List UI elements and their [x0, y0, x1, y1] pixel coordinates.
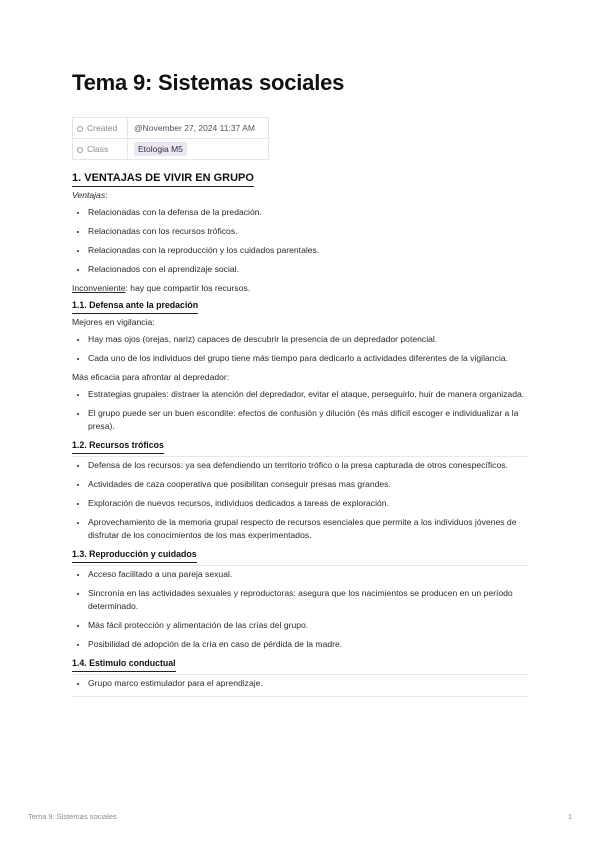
property-row-created	[73, 118, 269, 139]
page-title: Tema 9: Sistemas sociales	[72, 70, 345, 95]
bullet-list	[72, 677, 528, 690]
list-item: • Estrategias grupales: distraer la atención del depredador, evitar el ataque, perseguirlo, huir de manera organizada.	[88, 388, 528, 401]
section-1	[72, 172, 528, 295]
bullet-list	[72, 388, 528, 433]
ventajas-line: Ventajas:	[72, 190, 108, 200]
list-item: • El grupo puede ser un buen escondite: efectos de confusión y dilución (és más difícil escoger e individualizar a la presa).	[88, 407, 528, 433]
subsection-heading: 1.3. Reproducción y cuidados	[72, 548, 197, 563]
properties-table	[72, 117, 269, 160]
list-item: • Cada uno de los individuos del grupo tiene más tiempo para dedicarlo a actividades diferentes de la vigilancia.	[88, 352, 528, 365]
property-value-class	[128, 139, 269, 160]
list-item: • Hay mas ojos (orejas, nariz) capaces de descubrir la presencia de un depredador potencial.	[88, 333, 528, 346]
list-item: • Relacionados con el aprendizaje social.	[88, 263, 528, 276]
subsection-1-1	[72, 299, 528, 433]
list-item: • Más fácil protección y alimentación de las crías del grupo.	[88, 619, 528, 632]
section-heading: 1. VENTAJAS DE VIVIR EN GRUPO	[72, 172, 254, 187]
paragraph: Mejores en vigilancia:	[72, 317, 155, 327]
clock-icon	[77, 126, 83, 132]
bullet-list	[72, 568, 528, 651]
property-key	[73, 118, 128, 139]
document-body	[72, 172, 528, 697]
property-key-label: Created	[87, 123, 118, 133]
list-item: • Relacionadas con la defensa de la predación.	[88, 206, 528, 219]
property-value-created: @November 27, 2024 11:37 AM	[128, 118, 269, 139]
subsection-1-2	[72, 459, 528, 542]
page-number: 1	[567, 812, 572, 821]
footer-title: Tema 9: Sistemas sociales	[28, 812, 117, 821]
list-item: • Aprovechamiento de la memoria grupal respecto de recursos esenciales que permite a los individuos jóvenes de disfrutar de los conocimientos de los mas experimentados.	[88, 516, 528, 542]
bullet-list	[72, 459, 528, 542]
divider	[72, 696, 528, 697]
target-icon	[77, 147, 83, 153]
class-tag[interactable]: Etologia M5	[134, 142, 187, 156]
ventajas-label: Ventajas	[72, 190, 106, 200]
property-key-label: Class	[87, 144, 109, 154]
inconveniente-label: Inconveniente	[72, 283, 126, 293]
subsection-heading: 1.2. Recursos tróficos	[72, 439, 164, 454]
subsection-heading: 1.1. Defensa ante la predación	[72, 299, 198, 314]
inconveniente-line	[72, 282, 528, 295]
subsection-1-4	[72, 677, 528, 697]
list-item: • Defensa de los recursos: ya sea defendiendo un territorio trófico o la presa capturada de otros conespecíficos.	[88, 459, 528, 472]
subsection-1-3-header	[72, 548, 528, 566]
property-key	[73, 139, 128, 160]
list-item: • Relacionadas con los recursos tróficos.	[88, 225, 528, 238]
list-item: • Sincronía en las actividades sexuales y reproductoras: asegura que los nacimientos se producen en un período determinado.	[88, 587, 528, 613]
property-row-class	[73, 139, 269, 160]
subsection-heading: 1.4. Estimulo conductual	[72, 657, 176, 672]
ventajas-list	[72, 206, 528, 276]
list-item: • Actividades de caza cooperativa que posibilitan conseguir presas mas grandes.	[88, 478, 528, 491]
list-item: • Grupo marco estimulador para el aprendizaje.	[88, 677, 528, 690]
list-item: • Exploración de nuevos recursos, individuos dedicados a tareas de exploración.	[88, 497, 528, 510]
subsection-1-3	[72, 568, 528, 651]
bullet-list	[72, 333, 528, 365]
list-item: • Relacionadas con la reproducción y los cuidados parentales.	[88, 244, 528, 257]
inconveniente-text: : hay que compartir los recursos.	[125, 283, 251, 293]
list-item: • Acceso facilitado a una pareja sexual.	[88, 568, 528, 581]
paragraph: Más eficacia para afrontar al depredador:	[72, 372, 230, 382]
subsection-1-2-header	[72, 439, 528, 457]
page-footer	[28, 812, 572, 821]
subsection-1-4-header	[72, 657, 528, 675]
list-item: • Posibilidad de adopción de la cría en caso de pérdida de la madre.	[88, 638, 528, 651]
